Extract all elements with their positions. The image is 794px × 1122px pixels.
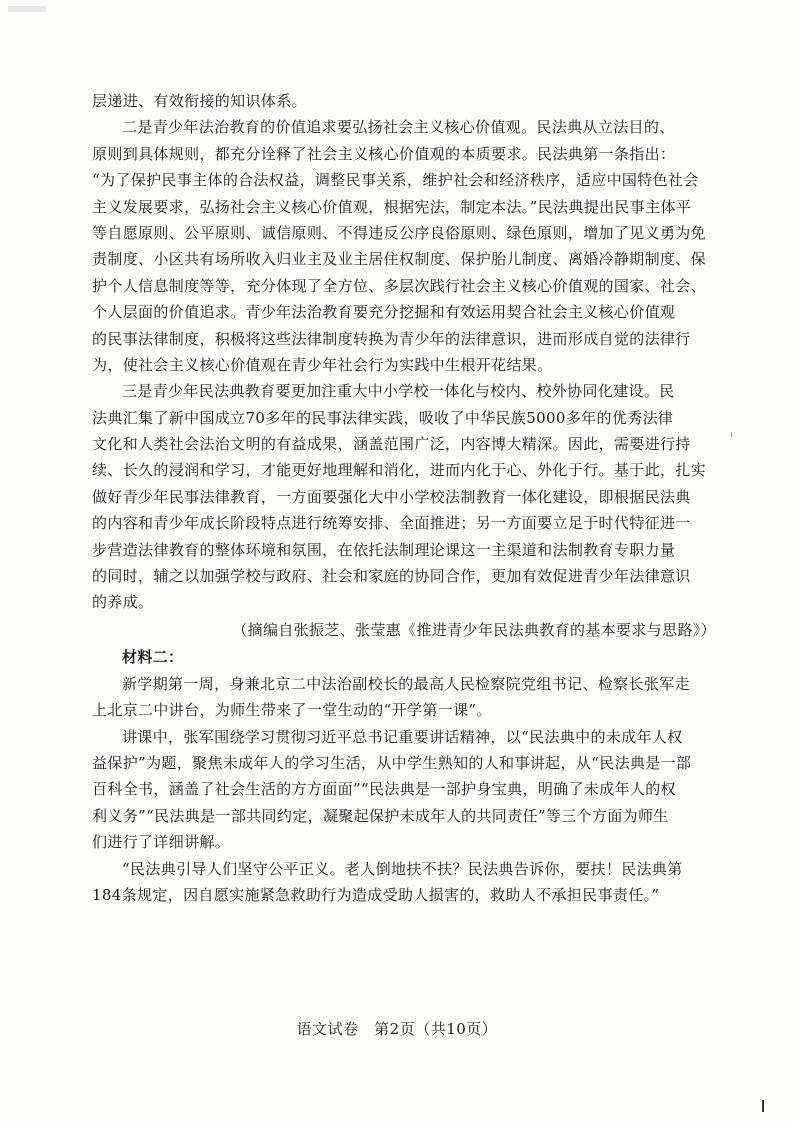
text-line: 新学期第一周，身兼北京二中法治副校长的最高人民检察院党组书记、检察长张军走 <box>122 674 690 693</box>
text-line: 184条规定，因自愿实施紧急救助行为造成受助人损害的，救助人不承担民事责任。” <box>92 885 660 904</box>
material-one-text <box>92 88 720 616</box>
text-line: “民法典引导人们坚守公平正义。老人倒地扶不扶？民法典告诉你，要扶！民法典第 <box>122 859 683 878</box>
material-two-text <box>92 671 720 909</box>
text-line: 原则到具体规则，都充分诠释了社会主义核心价值观的本质要求。民法典第一条指出： <box>92 144 676 163</box>
text-line: 责制度、小区共有场所收入归业主及业主居住权制度、保护胎儿制度、离婚冷静期制度、保 <box>92 250 707 269</box>
text-line: 讲课中，张军围绕学习贯彻习近平总书记重要讲话精神，以“民法典中的未成年人权 <box>122 727 683 746</box>
text-line: 利义务”“民法典是一部共同约定，凝聚起保护未成年人的共同责任”等三个方面为师生 <box>92 806 669 825</box>
text-line: 上北京二中讲台，为师生带来了一堂生动的“开学第一课”。 <box>92 701 492 720</box>
material-two-heading: 材料二： <box>122 647 184 666</box>
text-line: 护个人信息制度等等，充分体现了全方位、多层次践行社会主义核心价值观的国家、社会、 <box>92 276 707 295</box>
scan-mark <box>8 6 46 12</box>
scan-speck <box>731 432 732 437</box>
text-line: 个人层面的价值追求。青少年法治教育要充分挖掘和有效运用契合社会主义核心价值观 <box>92 303 676 322</box>
text-line: 步营造法律教育的整体环境和氛围，在依托法制理论课这一主渠道和法制教育专职力量 <box>92 540 676 559</box>
margin-mark <box>762 1100 764 1112</box>
text-line: 们进行了详细讲解。 <box>92 833 231 852</box>
text-line: 做好青少年民事法律教育，一方面要强化大中小学校法制教育一体化建设，即根据民法典 <box>92 487 691 506</box>
text-line: 的养成。 <box>92 593 154 612</box>
text-line: 等自愿原则、公平原则、诚信原则、不得违反公序良俗原则、绿色原则，增加了见义勇为免 <box>92 223 707 242</box>
text-line: 三是青少年民法典教育要更加注重大中小学校一体化与校内、校外协同化建设。民 <box>122 382 675 401</box>
text-line: “为了保护民事主体的合法权益，调整民事关系，维护社会和经济秩序，适应中国特色社会 <box>92 171 699 190</box>
text-line: 文化和人类社会法治文明的有益成果，涵盖范围广泛，内容博大精深。因此，需要进行持 <box>92 435 691 454</box>
text-line: 层递进、有效衔接的知识体系。 <box>92 92 307 110</box>
source-citation: （摘编自张振芝、张莹惠《推进青少年民法典教育的基本要求与思路》） <box>232 620 716 639</box>
text-line: 主义发展要求，弘扬社会主义核心价值观，根据宪法，制定本法。”民法典提出民事主体平 <box>92 197 692 216</box>
text-line: 为，使社会主义核心价值观在青少年社会行为实践中生根开花结果。 <box>92 355 553 374</box>
text-line: 益保护”为题，聚焦未成年人的学习生活，从中学生熟知的人和事讲起，从“民法典是一部 <box>92 753 692 772</box>
text-line: 的民事法律制度，积极将这些法律制度转换为青少年的法律意识，进而形成自觉的法律行 <box>92 329 691 348</box>
text-line: 二是青少年法治教育的价值追求要弘扬社会主义核心价值观。民法典从立法目的、 <box>122 118 675 137</box>
article-body <box>92 88 720 908</box>
page-footer: 语文试卷 第2页（共10页） <box>296 1020 498 1038</box>
text-line: 的内容和青少年成长阶段特点进行统筹安排、全面推进；另一方面要立足于时代特征进一 <box>92 514 691 533</box>
text-line: 续、长久的浸润和学习，才能更好地理解和消化，进而内化于心、外化于行。基于此，扎实 <box>92 461 707 480</box>
text-line: 法典汇集了新中国成立70多年的民事法律实践，吸收了中华民族5000多年的优秀法律 <box>92 408 674 427</box>
text-line: 的同时，辅之以加强学校与政府、社会和家庭的协同合作，更加有效促进青少年法律意识 <box>92 567 691 586</box>
text-line: 百科全书，涵盖了社会生活的方方面面”“民法典是一部护身宝典，明确了未成年人的权 <box>92 780 676 799</box>
